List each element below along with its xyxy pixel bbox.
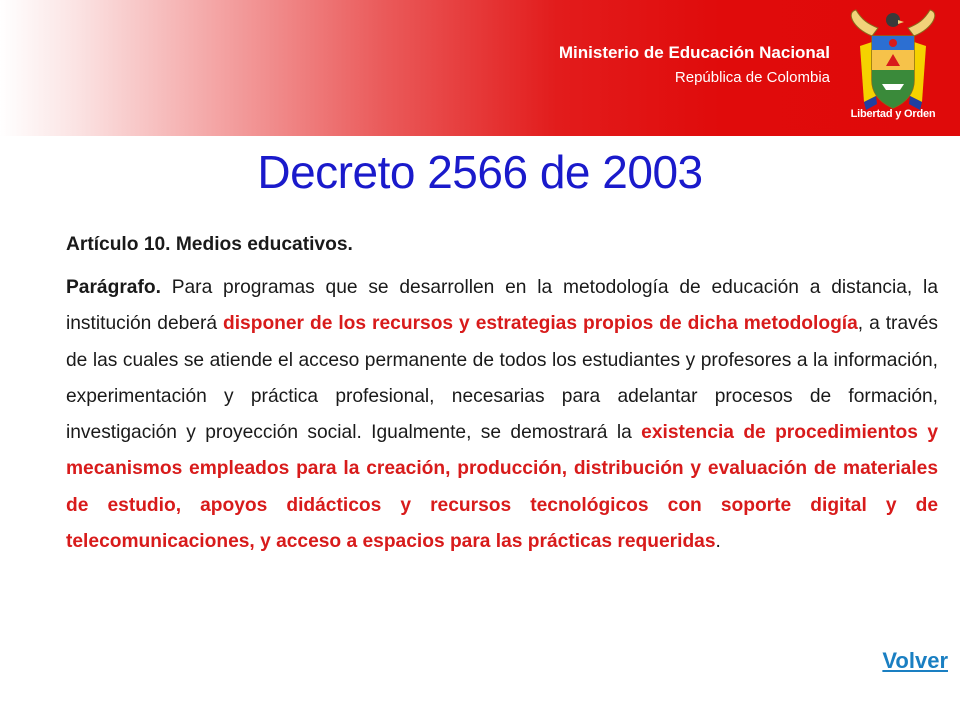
condor-beak: [898, 20, 904, 24]
paragraph-text-1: Para programas que se desarrollen en la metodología de educación a distancia, la institución deberá: [66, 277, 938, 335]
article-paragraph: [66, 270, 938, 560]
condor-wing-right: [908, 10, 935, 36]
paragraph-text-3: .: [715, 531, 721, 553]
ministry-block: [559, 42, 830, 88]
article-heading: Artículo 10. Medios educativos.: [66, 234, 353, 255]
paragraph-highlight-1: disponer de los recursos y estrategias propios de dicha metodología: [223, 313, 858, 335]
paragraph-label: Parágrafo.: [66, 277, 161, 298]
condor-head: [886, 13, 900, 27]
emblem-motto: Libertad y Orden: [850, 108, 936, 120]
ministry-name: Ministerio de Educación Nacional: [558, 43, 830, 62]
article-content: [66, 230, 938, 560]
paragraph-text-2: , a través de las cuales se atiende el acceso permanente de todos los estudiantes y profesores a la información, experimentación y práctica profesional, necesarias para adelantar procesos de formación, investigación y proyección social. Igualmente, se demostrará la: [66, 313, 938, 444]
page-title: Decreto 2566 de 2003: [257, 146, 703, 198]
country-name: República de Colombia: [674, 69, 830, 86]
paragraph-highlight-2: existencia de procedimientos y mecanismos empleados para la creación, producción, distribución y evaluación de materiales de estudio, apoyos didácticos y recursos tecnológicos con soporte digital y de telecomunicaciones, y acceso a espacios para las prácticas requeridas: [66, 422, 938, 553]
condor-wing-left: [851, 10, 878, 36]
back-link[interactable]: Volver: [882, 648, 948, 673]
shield-pomegranate: [889, 39, 897, 47]
